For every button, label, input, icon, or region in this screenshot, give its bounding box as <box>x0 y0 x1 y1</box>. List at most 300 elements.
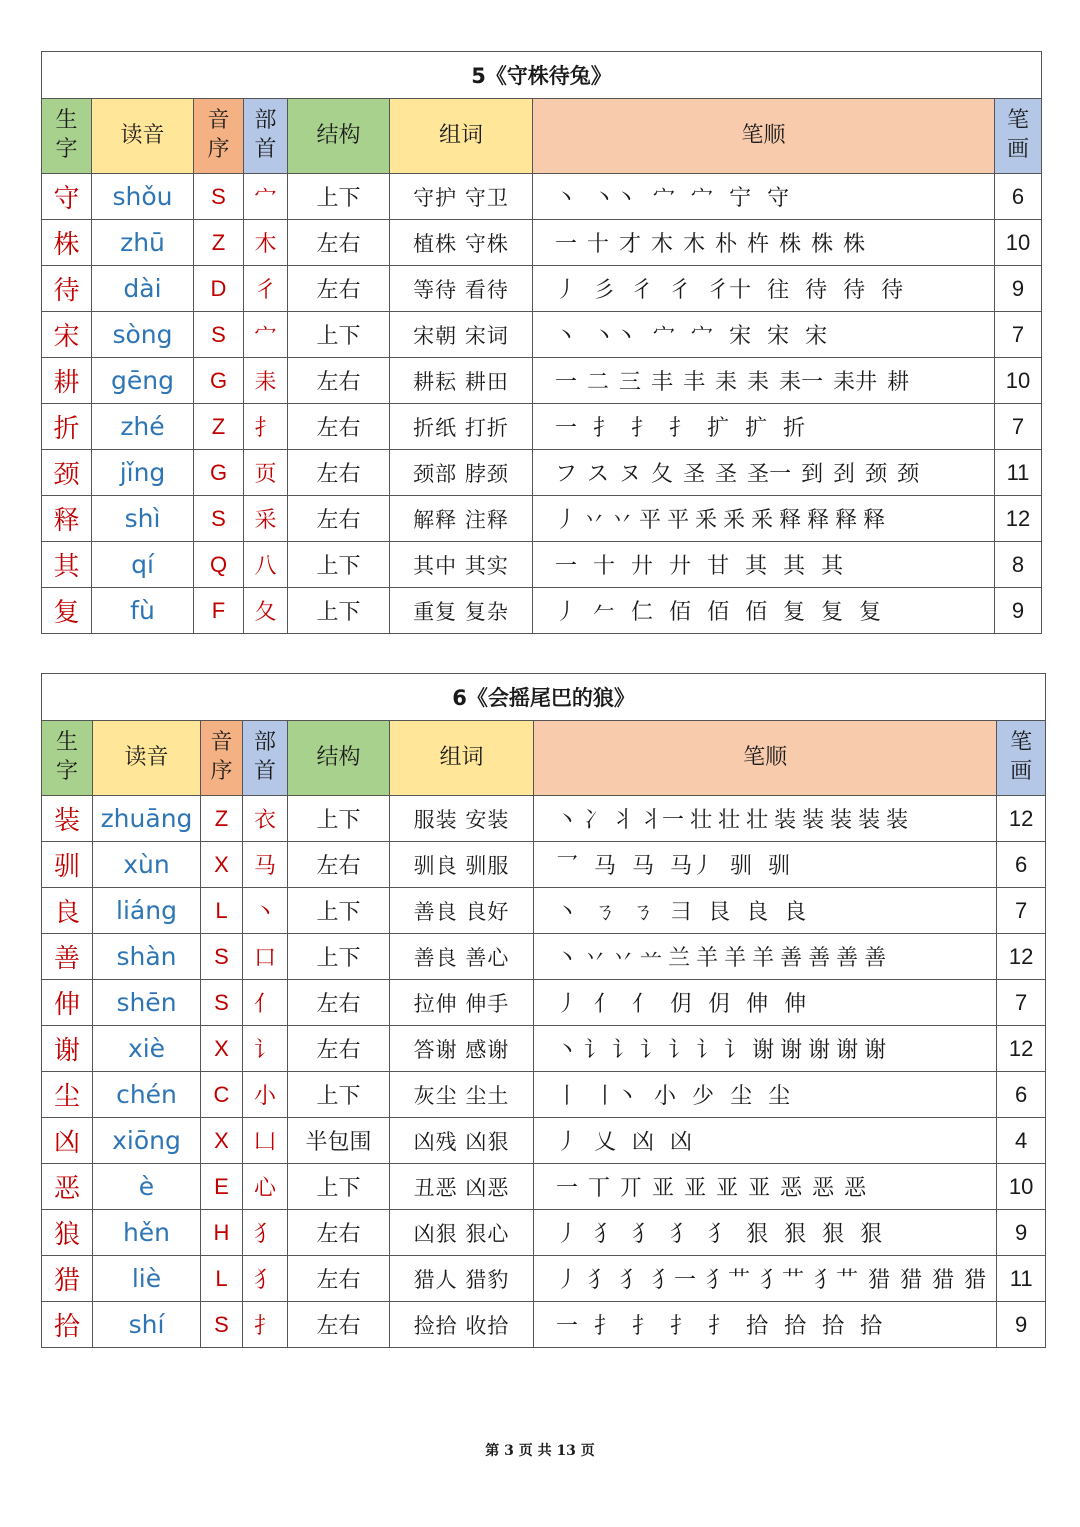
char-cell: 尘 <box>42 1072 93 1118</box>
stroke-step: 釆 <box>723 508 746 533</box>
stroke-step: 良 <box>746 900 769 925</box>
stroke-step: 待 <box>843 278 866 303</box>
header-reading: 读音 <box>93 721 201 796</box>
stroke-count-cell: 9 <box>995 266 1042 312</box>
table-row <box>42 1164 1046 1210</box>
char-cell: 颈 <box>42 450 92 496</box>
stroke-step: 壮 <box>690 808 713 833</box>
char-cell: 复 <box>42 588 92 634</box>
stroke-step: 羊 <box>724 946 747 971</box>
stroke-step: 杵 <box>747 232 770 257</box>
stroke-step: フ <box>555 462 578 487</box>
stroke-step: 犭艹 <box>814 1268 859 1293</box>
stroke-step: 小 <box>654 1084 677 1109</box>
stroke-step: 耒井 <box>833 370 878 395</box>
radical-cell: 马 <box>243 842 288 888</box>
stroke-step: 扌 <box>631 416 654 441</box>
stroke-count-cell: 7 <box>997 888 1046 934</box>
stroke-step: 拾 <box>784 1314 807 1339</box>
table-row <box>42 1210 1046 1256</box>
stroke-step: 丨丶 <box>594 1084 639 1109</box>
stroke-step: 狠 <box>860 1222 883 1247</box>
stroke-order-cell <box>533 588 995 634</box>
initial-letter-cell: D <box>194 266 244 312</box>
stroke-step: 才 <box>619 232 642 257</box>
stroke-step: 亚 <box>652 1176 675 1201</box>
table-title: 5《守株待兔》 <box>42 52 1042 99</box>
stroke-step: 讠 <box>668 1038 691 1063</box>
stroke-step: 复 <box>821 600 844 625</box>
stroke-step: ス <box>587 462 610 487</box>
pinyin-cell: hěn <box>93 1210 201 1256</box>
words-cell: 颈部 脖颈 <box>390 450 533 496</box>
stroke-step: 讠 <box>584 1038 607 1063</box>
stroke-step: 凶 <box>632 1130 655 1155</box>
words-cell: 折纸 打折 <box>390 404 533 450</box>
table-row <box>42 358 1042 404</box>
structure-cell: 左右 <box>288 266 390 312</box>
stroke-step: 马丿 <box>670 854 715 879</box>
char-cell: 释 <box>42 496 92 542</box>
stroke-step: 仴 <box>670 992 693 1017</box>
header-reading: 读音 <box>92 99 194 174</box>
char-cell: 恶 <box>42 1164 93 1210</box>
stroke-order-cell <box>534 1118 997 1164</box>
stroke-step: 宋 <box>767 324 790 349</box>
stroke-step: 拾 <box>822 1314 845 1339</box>
stroke-step: 扌 <box>593 416 616 441</box>
table-row <box>42 1072 1046 1118</box>
char-cell: 耕 <box>42 358 92 404</box>
stroke-step: 艮 <box>708 900 731 925</box>
stroke-step: 狠 <box>822 1222 845 1247</box>
stroke-step: 丶 <box>556 946 579 971</box>
stroke-step: 丿 <box>556 1222 579 1247</box>
stroke-step: 犭 <box>708 1222 731 1247</box>
stroke-step: 耕 <box>887 370 910 395</box>
radical-cell: 亻 <box>243 980 288 1026</box>
stroke-step: 猎 <box>900 1268 923 1293</box>
radical-cell: 宀 <box>244 312 288 358</box>
stroke-step: 犭 <box>588 1268 611 1293</box>
words-cell: 拉伸 伸手 <box>390 980 534 1026</box>
stroke-step: 羊 <box>752 946 775 971</box>
initial-letter-cell: Z <box>201 796 243 842</box>
stroke-step: 耒 <box>715 370 738 395</box>
initial-letter-cell: Q <box>194 542 244 588</box>
stroke-step: 释 <box>863 508 886 533</box>
char-cell: 折 <box>42 404 92 450</box>
radical-cell: 衣 <box>243 796 288 842</box>
stroke-step: 耒一 <box>779 370 824 395</box>
header-structure: 结构 <box>288 721 390 796</box>
stroke-step: 谢 <box>808 1038 831 1063</box>
table-header-row <box>42 721 1046 796</box>
initial-letter-cell: Z <box>194 220 244 266</box>
radical-cell: 宀 <box>244 174 288 220</box>
stroke-step: 兰 <box>668 946 691 971</box>
stroke-step: 装 <box>774 808 797 833</box>
initial-letter-cell: G <box>194 450 244 496</box>
stroke-step: 善 <box>836 946 859 971</box>
structure-cell: 左右 <box>288 1210 390 1256</box>
stroke-step: 宀 <box>691 324 714 349</box>
stroke-step: 犭 <box>620 1268 643 1293</box>
stroke-step: 恶 <box>844 1176 867 1201</box>
table-header-row <box>42 99 1042 174</box>
header-seq: 音序 <box>201 721 243 796</box>
initial-letter-cell: X <box>201 1118 243 1164</box>
stroke-step: 宋 <box>805 324 828 349</box>
words-cell: 解释 注释 <box>390 496 533 542</box>
stroke-step: 釆 <box>751 508 774 533</box>
structure-cell: 左右 <box>288 842 390 888</box>
radical-cell: 木 <box>244 220 288 266</box>
radical-cell: 犭 <box>243 1210 288 1256</box>
stroke-step: 释 <box>835 508 858 533</box>
stroke-count-cell: 12 <box>997 934 1046 980</box>
lesson-table-6 <box>41 673 1046 1348</box>
words-cell: 驯良 驯服 <box>390 842 534 888</box>
stroke-step: 彳 <box>669 278 692 303</box>
pinyin-cell: shàn <box>93 934 201 980</box>
stroke-order-cell <box>533 174 995 220</box>
header-char: 生字 <box>42 99 92 174</box>
char-cell: 驯 <box>42 842 93 888</box>
initial-letter-cell: S <box>201 934 243 980</box>
header-radical: 部首 <box>244 99 288 174</box>
header-radical: 部首 <box>243 721 288 796</box>
table-row <box>42 174 1042 220</box>
stroke-step: 丿 <box>556 1130 579 1155</box>
stroke-order-cell <box>533 542 995 588</box>
table-row <box>42 1118 1046 1164</box>
stroke-step: 扌 <box>632 1314 655 1339</box>
radical-cell: 扌 <box>243 1302 288 1348</box>
stroke-step: 甘 <box>707 554 730 579</box>
stroke-step: 丷 <box>611 508 634 533</box>
stroke-step: 圣 <box>683 462 706 487</box>
stroke-step: 宀 <box>653 186 676 211</box>
pinyin-cell: liè <box>93 1256 201 1302</box>
stroke-step: 平 <box>667 508 690 533</box>
words-cell: 凶狠 狠心 <box>390 1210 534 1256</box>
header-stroke-order: 笔顺 <box>533 99 995 174</box>
stroke-order-cell <box>534 1026 997 1072</box>
stroke-step: 讠 <box>724 1038 747 1063</box>
stroke-step: 丿 <box>556 992 579 1017</box>
words-cell: 守护 守卫 <box>390 174 533 220</box>
stroke-step: 装 <box>802 808 825 833</box>
stroke-count-cell: 10 <box>995 220 1042 266</box>
char-cell: 谢 <box>42 1026 93 1072</box>
stroke-order-cell <box>534 1164 997 1210</box>
header-stroke-count: 笔画 <box>997 721 1046 796</box>
stroke-step: 狠 <box>746 1222 769 1247</box>
words-cell: 其中 其实 <box>390 542 533 588</box>
stroke-order-cell <box>534 1302 997 1348</box>
stroke-step: 丶丶 <box>593 324 638 349</box>
structure-cell: 半包围 <box>288 1118 390 1164</box>
header-seq: 音序 <box>194 99 244 174</box>
stroke-step: 宀 <box>653 324 676 349</box>
stroke-order-cell <box>534 1210 997 1256</box>
stroke-count-cell: 12 <box>997 1026 1046 1072</box>
table-row <box>42 220 1042 266</box>
words-cell: 善良 善心 <box>390 934 534 980</box>
stroke-step: 一 <box>555 416 578 441</box>
stroke-count-cell: 7 <box>995 404 1042 450</box>
stroke-count-cell: 4 <box>997 1118 1046 1164</box>
table-row <box>42 588 1042 634</box>
stroke-step: 扩 <box>745 416 768 441</box>
pinyin-cell: chén <box>93 1072 201 1118</box>
char-cell: 宋 <box>42 312 92 358</box>
stroke-step: 恶 <box>780 1176 803 1201</box>
stroke-step: 十 <box>587 232 610 257</box>
stroke-order-cell <box>534 1072 997 1118</box>
structure-cell: 上下 <box>288 796 390 842</box>
stroke-step: 装 <box>886 808 909 833</box>
stroke-step: 谢 <box>780 1038 803 1063</box>
table-row <box>42 888 1046 934</box>
table-title-row <box>42 674 1046 721</box>
words-cell: 丑恶 凶恶 <box>390 1164 534 1210</box>
pinyin-cell: xùn <box>93 842 201 888</box>
words-cell: 捡拾 收拾 <box>390 1302 534 1348</box>
stroke-step: 彡 <box>593 278 616 303</box>
stroke-step: 扩 <box>707 416 730 441</box>
stroke-step: 株 <box>779 232 802 257</box>
stroke-step: 丶 <box>556 900 579 925</box>
words-cell: 答谢 感谢 <box>390 1026 534 1072</box>
table-row <box>42 1256 1046 1302</box>
stroke-step: 佰 <box>669 600 692 625</box>
stroke-step: 犭艹 <box>706 1268 751 1293</box>
initial-letter-cell: C <box>201 1072 243 1118</box>
stroke-step: 良 <box>784 900 807 925</box>
stroke-step: 丨 <box>556 1084 579 1109</box>
words-cell: 善良 良好 <box>390 888 534 934</box>
stroke-count-cell: 11 <box>995 450 1042 496</box>
structure-cell: 上下 <box>288 1072 390 1118</box>
initial-letter-cell: S <box>194 174 244 220</box>
stroke-step: 装 <box>858 808 881 833</box>
header-structure: 结构 <box>288 99 390 174</box>
structure-cell: 上下 <box>288 312 390 358</box>
stroke-step: 马 <box>594 854 617 879</box>
header-words: 组词 <box>390 99 533 174</box>
stroke-order-cell <box>534 1256 997 1302</box>
stroke-step: 丷 <box>583 508 606 533</box>
stroke-step: 亻 <box>632 992 655 1017</box>
stroke-step: ㄋ <box>632 900 655 925</box>
stroke-step: 亚 <box>716 1176 739 1201</box>
stroke-order-cell <box>533 404 995 450</box>
stroke-step: 丶 <box>556 1038 579 1063</box>
radical-cell: 彳 <box>244 266 288 312</box>
stroke-count-cell: 10 <box>995 358 1042 404</box>
stroke-step: 狠 <box>784 1222 807 1247</box>
stroke-step: 十 <box>593 554 616 579</box>
stroke-step: 一 <box>556 1176 579 1201</box>
stroke-step: 猎 <box>964 1268 987 1293</box>
stroke-step: 𠂉 <box>593 600 616 625</box>
stroke-order-cell <box>534 934 997 980</box>
stroke-step: 待 <box>881 278 904 303</box>
stroke-step: 伸 <box>784 992 807 1017</box>
stroke-step: 丶丶 <box>593 186 638 211</box>
stroke-step: 丷 <box>612 946 635 971</box>
table-row <box>42 934 1046 980</box>
stroke-step: 犭艹 <box>760 1268 805 1293</box>
stroke-step: 驯 <box>768 854 791 879</box>
stroke-step: 凶 <box>670 1130 693 1155</box>
stroke-step: 犭 <box>594 1222 617 1247</box>
stroke-count-cell: 10 <box>997 1164 1046 1210</box>
initial-letter-cell: G <box>194 358 244 404</box>
stroke-step: 恶 <box>812 1176 835 1201</box>
radical-cell: 夂 <box>244 588 288 634</box>
header-words: 组词 <box>390 721 534 796</box>
table-row <box>42 312 1042 358</box>
pinyin-cell: shí <box>93 1302 201 1348</box>
stroke-step: 一 <box>555 370 578 395</box>
stroke-step: 谢 <box>864 1038 887 1063</box>
stroke-step: 壮 <box>746 808 769 833</box>
structure-cell: 上下 <box>288 888 390 934</box>
pinyin-cell: fù <box>92 588 194 634</box>
stroke-step: 谢 <box>836 1038 859 1063</box>
structure-cell: 左右 <box>288 1302 390 1348</box>
stroke-step: 丬一 <box>640 808 685 833</box>
words-cell: 等待 看待 <box>390 266 533 312</box>
stroke-count-cell: 11 <box>997 1256 1046 1302</box>
char-cell: 狼 <box>42 1210 93 1256</box>
stroke-step: 尘 <box>768 1084 791 1109</box>
stroke-step: 株 <box>811 232 834 257</box>
stroke-step: 丿 <box>555 600 578 625</box>
radical-cell: 小 <box>243 1072 288 1118</box>
pinyin-cell: zhū <box>92 220 194 266</box>
pinyin-cell: shì <box>92 496 194 542</box>
stroke-step: 犭 <box>632 1222 655 1247</box>
stroke-step: 讠 <box>612 1038 635 1063</box>
stroke-step: 拾 <box>746 1314 769 1339</box>
stroke-step: 一 <box>556 1314 579 1339</box>
stroke-order-cell <box>533 358 995 404</box>
initial-letter-cell: Z <box>194 404 244 450</box>
stroke-step: ヌ <box>619 462 642 487</box>
radical-cell: 口 <box>243 934 288 980</box>
stroke-count-cell: 6 <box>997 842 1046 888</box>
stroke-order-cell <box>534 888 997 934</box>
initial-letter-cell: L <box>201 1256 243 1302</box>
structure-cell: 左右 <box>288 358 390 404</box>
stroke-step: 扌 <box>708 1314 731 1339</box>
stroke-order-cell <box>534 980 997 1026</box>
stroke-count-cell: 6 <box>997 1072 1046 1118</box>
stroke-step: 猎 <box>932 1268 955 1293</box>
radical-cell: 讠 <box>243 1026 288 1072</box>
char-cell: 善 <box>42 934 93 980</box>
stroke-step: 冫 <box>584 808 607 833</box>
structure-cell: 上下 <box>288 934 390 980</box>
words-cell: 植株 守株 <box>390 220 533 266</box>
stroke-step: 宋 <box>729 324 752 349</box>
structure-cell: 左右 <box>288 1256 390 1302</box>
stroke-step: 亚 <box>748 1176 771 1201</box>
initial-letter-cell: H <box>201 1210 243 1256</box>
pinyin-cell: gēng <box>92 358 194 404</box>
stroke-step: 丰 <box>651 370 674 395</box>
stroke-step: 其 <box>745 554 768 579</box>
char-cell: 拾 <box>42 1302 93 1348</box>
stroke-step: 犭 <box>670 1222 693 1247</box>
stroke-step: 复 <box>783 600 806 625</box>
stroke-step: 丶 <box>555 186 578 211</box>
radical-cell: 页 <box>244 450 288 496</box>
stroke-step: 䒑 <box>640 946 663 971</box>
words-cell: 宋朝 宋词 <box>390 312 533 358</box>
stroke-step: 尘 <box>730 1084 753 1109</box>
stroke-order-cell <box>534 842 997 888</box>
stroke-step: 丿 <box>555 278 578 303</box>
stroke-step: 二 <box>587 370 610 395</box>
stroke-step: 释 <box>807 508 830 533</box>
stroke-step: 复 <box>859 600 882 625</box>
initial-letter-cell: S <box>201 980 243 1026</box>
stroke-order-cell <box>533 312 995 358</box>
radical-cell: 扌 <box>244 404 288 450</box>
char-cell: 猎 <box>42 1256 93 1302</box>
initial-letter-cell: S <box>194 312 244 358</box>
stroke-step: 待 <box>805 278 828 303</box>
stroke-step: 猎 <box>868 1268 891 1293</box>
lesson-table-5 <box>41 51 1042 634</box>
stroke-step: 其 <box>783 554 806 579</box>
stroke-step: 一 <box>555 232 578 257</box>
stroke-count-cell: 12 <box>997 796 1046 842</box>
structure-cell: 左右 <box>288 1026 390 1072</box>
initial-letter-cell: F <box>194 588 244 634</box>
stroke-order-cell <box>533 496 995 542</box>
stroke-step: 刭 <box>833 462 856 487</box>
char-cell: 守 <box>42 174 92 220</box>
stroke-step: 仴 <box>708 992 731 1017</box>
stroke-step: 羊 <box>696 946 719 971</box>
initial-letter-cell: E <box>201 1164 243 1210</box>
words-cell: 猎人 猎豹 <box>390 1256 534 1302</box>
stroke-step: 谢 <box>752 1038 775 1063</box>
table-row <box>42 266 1042 312</box>
table-row <box>42 1026 1046 1072</box>
pinyin-cell: è <box>93 1164 201 1210</box>
stroke-step: 三 <box>619 370 642 395</box>
stroke-step: 犭一 <box>652 1268 697 1293</box>
stroke-step: 佰 <box>707 600 730 625</box>
stroke-step: 廾 <box>631 554 654 579</box>
stroke-count-cell: 9 <box>997 1210 1046 1256</box>
table-row <box>42 980 1046 1026</box>
stroke-step: 夂 <box>651 462 674 487</box>
pinyin-cell: liáng <box>93 888 201 934</box>
header-stroke-order: 笔顺 <box>534 721 997 796</box>
radical-cell: 耒 <box>244 358 288 404</box>
structure-cell: 左右 <box>288 450 390 496</box>
stroke-step: 少 <box>692 1084 715 1109</box>
structure-cell: 上下 <box>288 542 390 588</box>
